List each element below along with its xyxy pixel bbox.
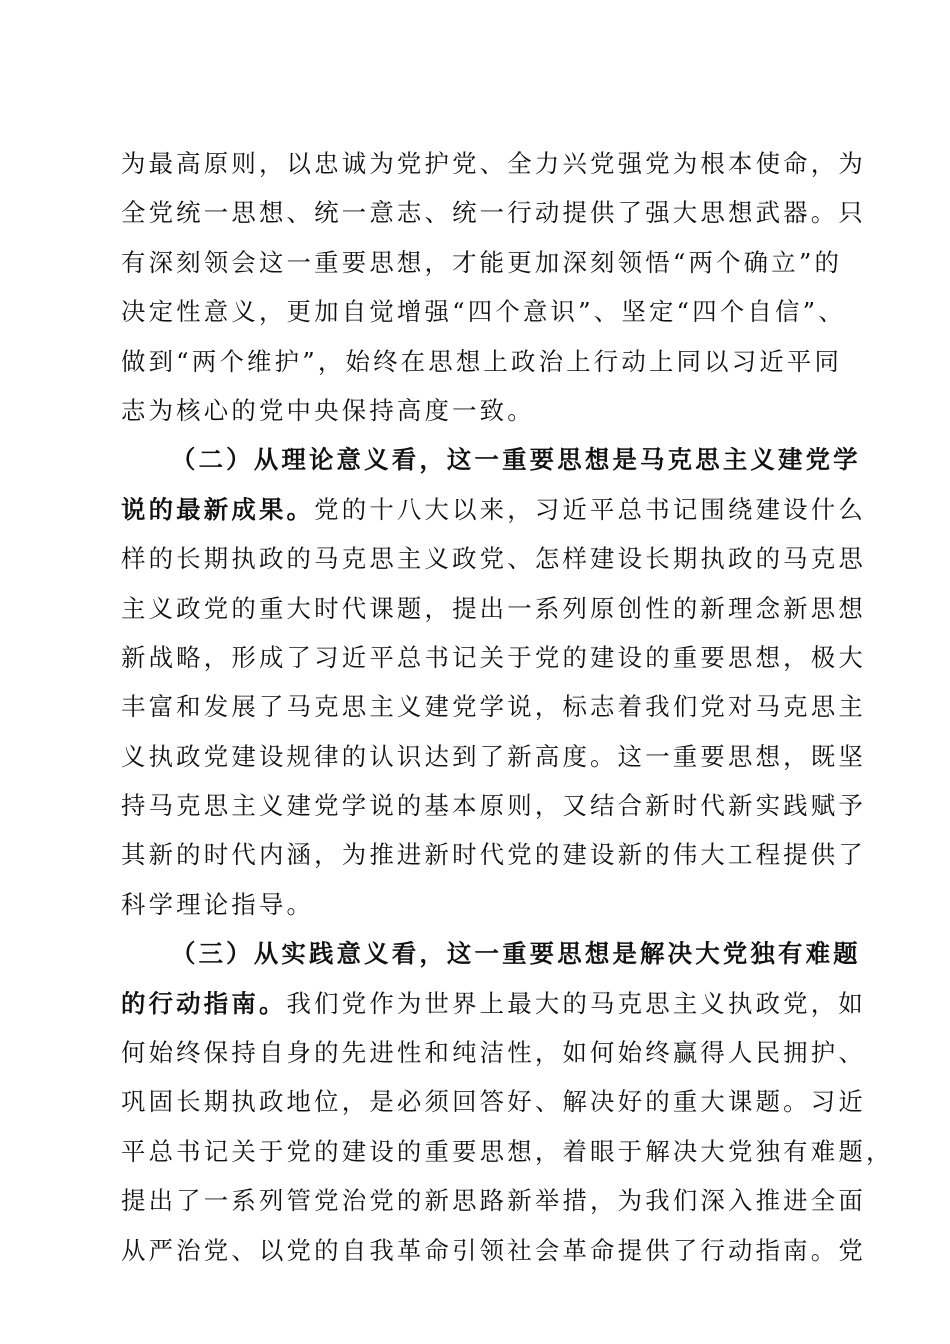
paragraph-1-line-1: 为最高原则，以忠诚为党护党、全力兴党强党为根本使命，为	[121, 149, 866, 178]
paragraph-2-heading: （二）从理论意义看，这一重要思想是马克思主义建党学	[171, 445, 861, 475]
paragraph-2-line-7: 义执政党建设规律的认识达到了新高度。这一重要思想，既坚	[121, 741, 866, 771]
paragraph-2-line-4: 主义政党的重大时代课题，提出一系列原创性的新理念新思想	[121, 593, 866, 623]
paragraph-1-line-6: 志为核心的党中央保持高度一致。	[121, 395, 535, 425]
paragraph-1-line-2: 全党统一思想、统一意志、统一行动提供了强大思想武器。只	[121, 198, 866, 228]
paragraph-3-line-3: 何始终保持自身的先进性和纯洁性，如何始终赢得人民拥护、	[121, 1038, 866, 1068]
paragraph-2-line-5: 新战略，形成了习近平总书记关于党的建设的重要思想，极大	[121, 642, 866, 672]
paragraph-2-line-2	[121, 485, 866, 534]
paragraph-2-line-9: 其新的时代内涵，为推进新时代党的建设新的伟大工程提供了	[121, 840, 866, 870]
paragraph-3-line-2-text: 我们党作为世界上最大的马克思主义执政党，如	[286, 988, 866, 1018]
paragraph-2-line-2-text: 党的十八大以来，习近平总书记围绕建设什么	[314, 494, 866, 524]
paragraph-3-line-7: 从严治党、以党的自我革命引领社会革命提供了行动指南。党	[121, 1235, 866, 1265]
paragraph-1-line-5: 做到“两个维护”，始终在思想上政治上行动上同以习近平同	[121, 346, 843, 376]
paragraph-2-line-6: 丰富和发展了马克思主义建党学说，标志着我们党对马克思主	[121, 692, 866, 722]
document-body	[121, 139, 894, 1275]
paragraph-3-line-6: 提出了一系列管党治党的新思路新举措，为我们深入推进全面	[121, 1186, 866, 1216]
paragraph-2-line-8: 持马克思主义建党学说的基本原则，又结合新时代新实践赋予	[121, 791, 866, 821]
paragraph-2-line-10: 科学理论指导。	[121, 889, 315, 919]
paragraph-1-line-4: 决定性意义，更加自觉增强“四个意识”、坚定“四个自信”、	[121, 297, 846, 327]
paragraph-2-heading-end: 说的最新成果。	[121, 494, 315, 524]
paragraph-3-line-5: 平总书记关于党的建设的重要思想，着眼于解决大党独有难题，	[121, 1136, 894, 1166]
paragraph-3-heading-end: 的行动指南。	[121, 988, 287, 1018]
paragraph-2-line-3: 样的长期执政的马克思主义政党、怎样建设长期执政的马克思	[121, 544, 866, 574]
paragraph-3-line-2	[121, 979, 866, 1028]
paragraph-3-line-4: 巩固长期执政地位，是必须回答好、解决好的重大课题。习近	[121, 1087, 866, 1117]
paragraph-3-heading: （三）从实践意义看，这一重要思想是解决大党独有难题	[171, 939, 861, 969]
paragraph-1-line-3: 有深刻领会这一重要思想，才能更加深刻领悟“两个确立”的	[121, 247, 843, 277]
